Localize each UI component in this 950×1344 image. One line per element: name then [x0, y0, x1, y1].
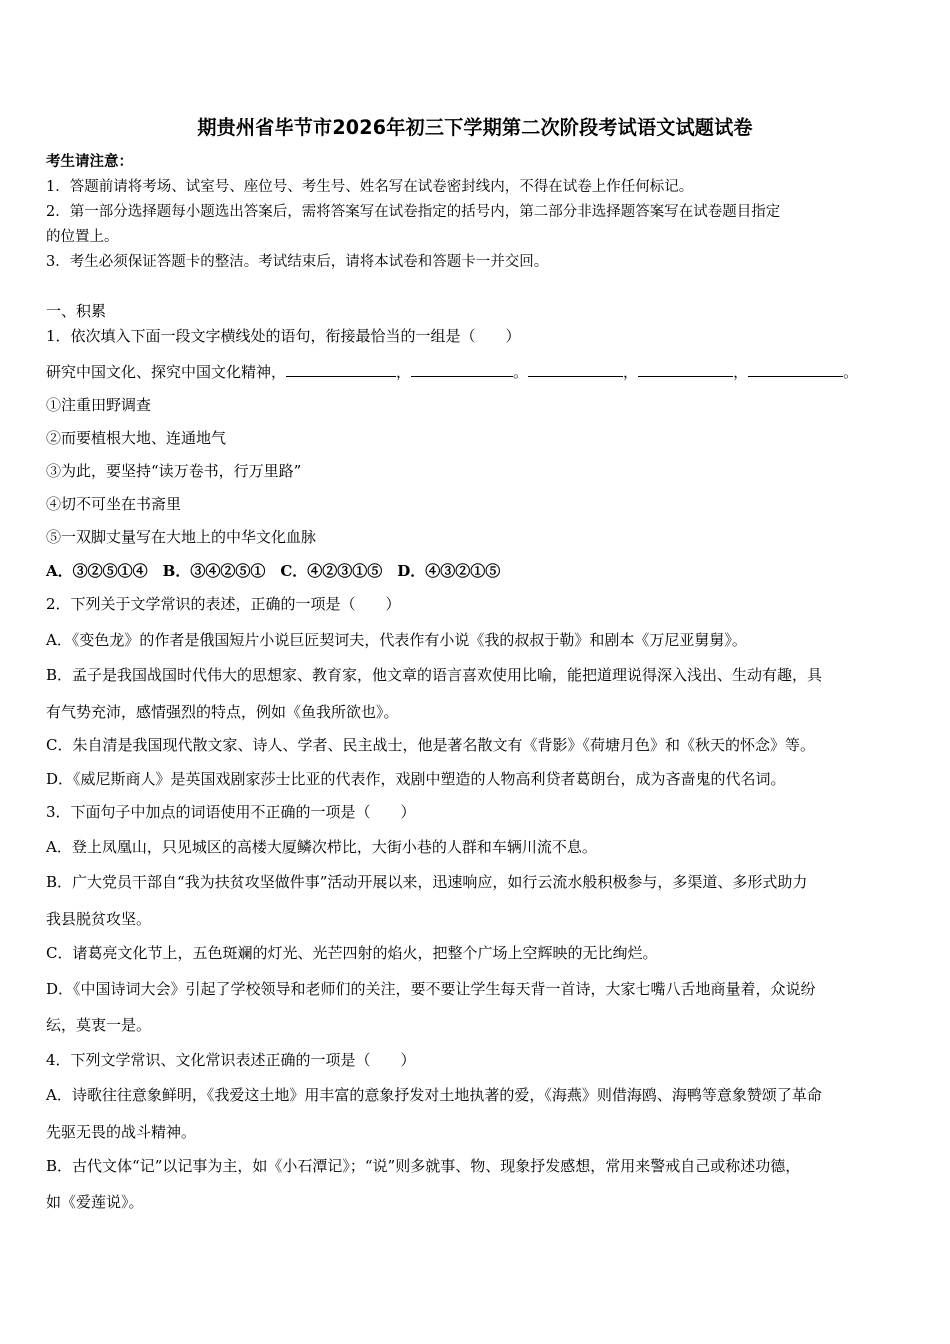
question-3-option-b-cont: 我县脱贫攻坚。: [46, 910, 152, 928]
sentence-item: ③为此，要坚持“读万卷书，行万里路”: [46, 462, 302, 480]
sentence-item: ⑤一双脚丈量写在大地上的中华文化血脉: [46, 528, 317, 546]
question-3-option-a: A．登上凤凰山，只见城区的高楼大厦鳞次栉比，大街小巷的人群和车辆川流不息。: [46, 838, 597, 856]
question-1-options: A．③②⑤①④ B．③④②⑤① C．④②③①⑤ D．④③②①⑤: [46, 562, 501, 580]
question-4-option-a: A．诗歌往往意象鲜明，《我爱这土地》用丰富的意象抒发对土地执著的爱，《海燕》则借海鸥、海鸭等意象赞颂了革命: [46, 1086, 822, 1104]
question-3-option-c: C．诸葛亮文化节上，五色斑斓的灯光、光芒四射的焰火，把整个广场上空辉映的无比绚烂。: [46, 944, 658, 962]
notice-item: 1．答题前请将考场、试室号、座位号、考生号、姓名写在试卷密封线内，不得在试卷上作任何标记。: [46, 179, 694, 195]
blank-4: [638, 362, 733, 377]
question-2-option-b-cont: 有气势充沛，感情强烈的特点，例如《鱼我所欲也》。: [46, 703, 399, 721]
question-2-option-c: C．朱自清是我国现代散文家、诗人、学者、民主战士，他是著名散文有《背影》《荷塘月色》和《秋天的怀念》等。: [46, 736, 815, 754]
passage-sep: ，: [396, 363, 412, 381]
question-3-option-d: D．《中国诗词大会》引起了学校领导和老师们的关注，要不要让学生每天背一首诗，大家七嘴八舌地商量着，众说纷: [46, 980, 816, 998]
sentence-item: ②而要植根大地、连通地气: [46, 429, 227, 447]
sentence-item: ④切不可坐在书斋里: [46, 495, 182, 513]
question-2-option-a: A．《变色龙》的作者是俄国短片小说巨匠契诃夫，代表作有小说《我的叔叔于勒》和剧本《万尼亚舅舅》。: [46, 631, 747, 649]
question-4-option-b: B．古代文体“记”以记事为主，如《小石潭记》；“说”则多就事、物、现象抒发感想，常用来警戒自己或称述功德，: [46, 1157, 801, 1175]
page-title: 期贵州省毕节市2026年初三下学期第二次阶段考试语文试题试卷: [197, 116, 753, 139]
notice-heading: 考生请注意：: [46, 153, 133, 170]
question-2-option-d: D．《威尼斯商人》是英国戏剧家莎士比亚的代表作，戏剧中塑造的人物高利贷者葛朗台，成为吝啬鬼的代名词。: [46, 770, 786, 788]
passage-sep: 。: [513, 363, 529, 381]
question-1-passage: [46, 362, 858, 382]
blank-5: [748, 362, 843, 377]
passage-sep: ，: [623, 363, 639, 381]
passage-sep: ，: [733, 363, 749, 381]
section-heading: 一、积累: [46, 302, 107, 320]
passage-sep: 。: [843, 363, 859, 381]
question-3-option-b: B．广大党员干部自“我为扶贫攻坚做件事”活动开展以来，迅速响应，如行云流水般积极参与，多渠道、多形式助力: [46, 873, 808, 891]
question-4-option-a-cont: 先驱无畏的战斗精神。: [46, 1123, 197, 1141]
question-1-stem: 1．依次填入下面一段文字横线处的语句，衔接最恰当的一组是（ ）: [46, 327, 521, 345]
blank-1: [286, 362, 396, 377]
question-3-stem: 3．下面句子中加点的词语使用不正确的一项是（ ）: [46, 803, 416, 821]
notice-item: 3．考生必须保证答题卡的整洁。考试结束后，请将本试卷和答题卡一并交回。: [46, 254, 549, 270]
question-3-option-d-cont: 纭，莫衷一是。: [46, 1016, 152, 1034]
blank-3: [528, 362, 623, 377]
question-4-option-b-cont: 如《爱莲说》。: [46, 1193, 144, 1211]
notice-item: 2．第一部分选择题每小题选出答案后，需将答案写在试卷指定的括号内，第二部分非选择题答案写在试卷题目指定: [46, 204, 781, 220]
question-4-stem: 4．下列文学常识、文化常识表述正确的一项是（ ）: [46, 1051, 416, 1069]
passage-text: 研究中国文化、探究中国文化精神，: [46, 363, 287, 381]
blank-2: [411, 362, 513, 377]
question-2-option-b: B．孟子是我国战国时代伟大的思想家、教育家，他文章的语言喜欢使用比喻，能把道理说得深入浅出、生动有趣，具: [46, 666, 823, 684]
question-2-stem: 2．下列关于文学常识的表述，正确的一项是（ ）: [46, 595, 401, 613]
sentence-item: ①注重田野调查: [46, 396, 152, 414]
notice-item: 的位置上。: [46, 229, 119, 245]
